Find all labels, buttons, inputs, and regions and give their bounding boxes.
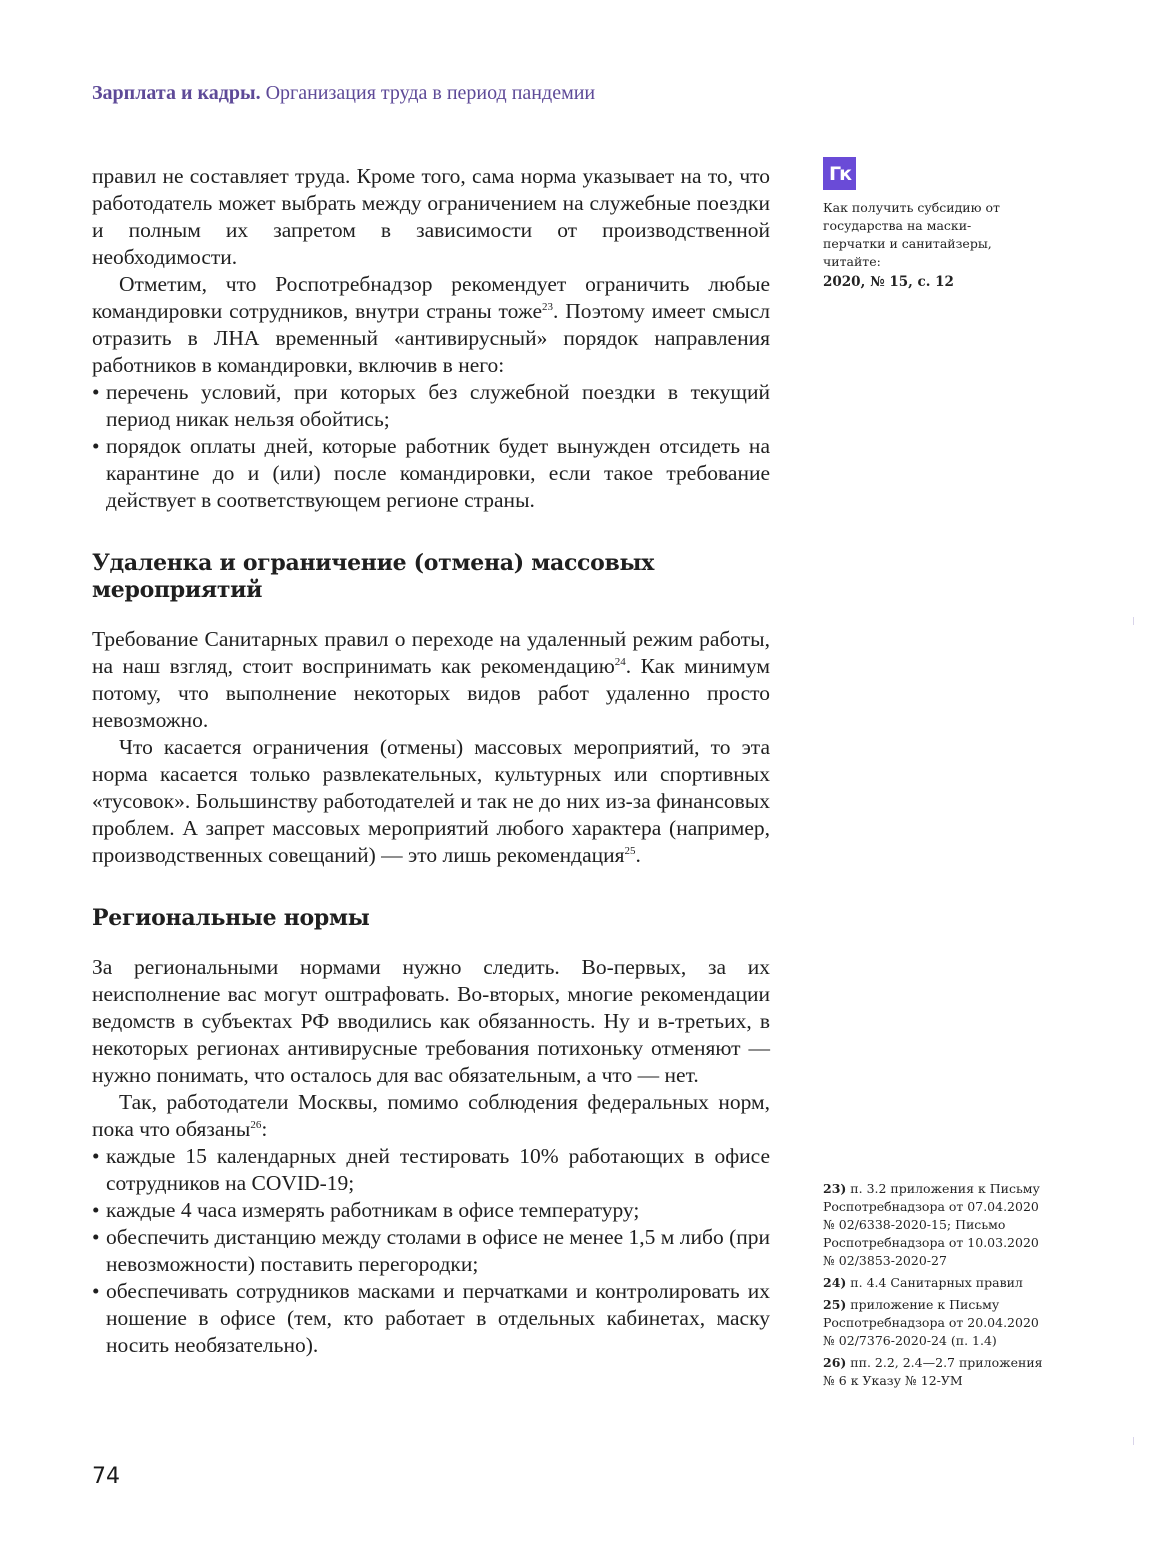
bullet-list xyxy=(92,379,770,514)
section-heading: Удаленка и ограничение (отмена) массовых мероприятий xyxy=(92,550,655,603)
footnote-number: 25) xyxy=(823,1297,847,1312)
header-section: Зарплата и кадры. xyxy=(92,82,261,104)
paragraph: правил не составляет труда. Кроме того, сама норма указывает на то, что работодатель может выбрать между ограничением на служебные поездки и полным их запретом в зависимости от производственной необходимости. xyxy=(92,164,770,269)
text: Требование Санитарных правил о переходе на удаленный режим работы, на наш взгляд, стоит воспринимать как рекомендацию xyxy=(92,627,770,678)
paragraph xyxy=(92,271,770,379)
footnote-ref-26[interactable]: 26 xyxy=(250,1118,262,1131)
list-item: • перечень условий, при которых без служебной поездки в текущий период никак нельзя обойтись; xyxy=(92,379,770,433)
list-item: • обеспечивать сотрудников масками и перчатками и контролировать их ношение в офисе (тем, кто работает в отдельных кабинетах, маску носить необязательно). xyxy=(92,1278,770,1359)
list-item: • порядок оплаты дней, которые работник будет вынужден отсидеть на карантине до и (или) после командировки, если такое требование действует в соответствующем регионе страны. xyxy=(92,433,770,514)
footnote-number: 26) xyxy=(823,1355,847,1370)
main-column xyxy=(92,163,770,1359)
text: . Поэтому имеет смысл отразить в ЛНА временный «антивирусный» порядок направления работников в командировки, включив в него: xyxy=(92,299,770,377)
text: : xyxy=(261,1117,268,1141)
text: Отметим, что Роспотребнадзор рекомендует ограничить любые командировки сотрудников, внутри страны тоже xyxy=(92,272,770,323)
bullet-list xyxy=(92,1143,770,1359)
sidebar-reference: 2020, № 15, с. 12 xyxy=(823,274,954,290)
footnotes xyxy=(823,1180,1053,1394)
page-number: 74 xyxy=(92,1464,120,1489)
text: . xyxy=(635,843,641,867)
list-item: • обеспечить дистанцию между столами в офисе не менее 1,5 м либо (при невозможности) поставить перегородки; xyxy=(92,1224,770,1278)
footnote-number: 23) xyxy=(823,1181,847,1196)
sidebar-text: Как получить субсидию от государства на маски-перчатки и санитайзеры, читайте: xyxy=(823,200,1000,269)
footnote xyxy=(823,1354,1053,1390)
edge-mark xyxy=(1133,1437,1134,1445)
paragraph xyxy=(92,1089,770,1143)
header-subtitle: Организация труда в период пандемии xyxy=(265,82,596,104)
footnote xyxy=(823,1296,1053,1350)
gk-logo-icon: Гк xyxy=(823,157,856,190)
text: . Как минимум потому, что выполнение некоторых видов работ удаленно просто невозможно. xyxy=(92,654,770,732)
footnote xyxy=(823,1180,1053,1270)
text: Так, работодатели Москвы, помимо соблюдения федеральных норм, пока что обязаны xyxy=(92,1090,770,1141)
sidebar-note xyxy=(823,157,1023,291)
footnote-number: 24) xyxy=(823,1275,847,1290)
list-item: • каждые 4 часа измерять работникам в офисе температуру; xyxy=(92,1197,770,1224)
footnote-text: п. 3.2 приложения к Письму Роспотребнадзора от 07.04.2020 № 02/6338-2020-15; Письмо Роспотребнадзора от 10.03.2020 № 02/3853-2020-27 xyxy=(823,1181,1040,1268)
text: Что касается ограничения (отмены) массовых мероприятий, то эта норма касается только развлекательных, культурных или спортивных «тусовок». Большинству работодателей и так не до них из-за финансовых проблем. А запрет массовых мероприятий любого характера (например, производственных совещаний) — это лишь рекомендация xyxy=(92,735,770,867)
footnote-text: п. 4.4 Санитарных правил xyxy=(850,1275,1023,1290)
list-item: • каждые 15 календарных дней тестировать 10% работающих в офисе сотрудников на COVID-19; xyxy=(92,1143,770,1197)
paragraph: За региональными нормами нужно следить. Во-первых, за их неисполнение вас могут оштрафовать. Во-вторых, многие рекомендации ведомств в субъектах РФ вводились как обязанность. Ну и в-третьих, в некоторых регионах антивирусные требования потихоньку отменяют — нужно понимать, что осталось для вас обязательным, а что — нет. xyxy=(92,955,770,1087)
footnote-ref-25[interactable]: 25 xyxy=(624,844,636,857)
edge-mark xyxy=(1133,617,1134,625)
section-heading: Региональные нормы xyxy=(92,905,370,931)
paragraph xyxy=(92,626,770,734)
footnote-text: приложение к Письму Роспотребнадзора от 20.04.2020 № 02/7376-2020-24 (п. 1.4) xyxy=(823,1297,1039,1348)
footnote xyxy=(823,1274,1053,1292)
footnote-ref-23[interactable]: 23 xyxy=(542,300,553,313)
running-header xyxy=(92,82,595,105)
footnote-text: пп. 2.2, 2.4—2.7 приложения № 6 к Указу № 12-УМ xyxy=(823,1355,1043,1388)
paragraph xyxy=(92,734,770,869)
footnote-ref-24[interactable]: 24 xyxy=(614,655,626,668)
